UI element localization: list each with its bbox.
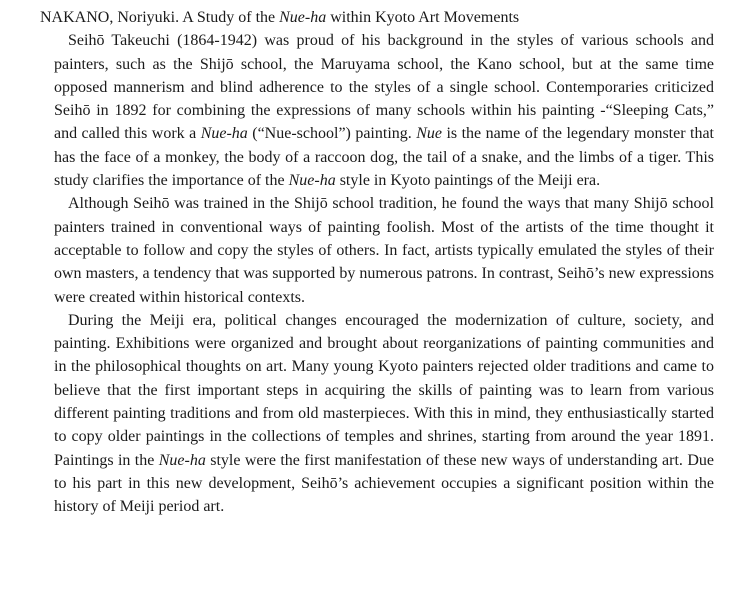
text-run: Seihō Takeuchi (1864-1942) was proud of his background in the styles of various schools and painters, such as the Shijō school, the Maruyama school, the Kano school, but at the same time opposed mannerism and blind adherence to the styles of a single school. Contemporaries criticized Seihō in 1892 for combining the expressions of many schools within his painting -“Sleeping Cats,” and called this work a: [54, 32, 714, 143]
article-body: [54, 29, 714, 518]
italic-term: Nue-ha: [200, 125, 248, 143]
title-text-before: A Study of the: [182, 9, 280, 26]
title-text-after: within Kyoto Art Movements: [326, 9, 520, 26]
body-paragraph: [54, 29, 714, 192]
text-run: style in Kyoto paintings of the Meiji era.: [335, 172, 601, 190]
body-paragraph: [54, 192, 714, 308]
title-italic-term: Nue-ha: [279, 9, 327, 26]
article-heading: [40, 6, 714, 29]
italic-term: Nue-ha: [288, 172, 336, 190]
author-name: NAKANO, Noriyuki.: [40, 9, 180, 26]
text-run: style were the first manifestation of these new ways of understanding art. Due to his part in this new development, Seihō’s achievement occupies a significant position within the history of Meiji period art.: [54, 451, 714, 516]
body-paragraph: [54, 309, 714, 519]
text-run: is the name of the legendary monster that has the face of a monkey, the body of a raccoon dog, the tail of a snake, and the limbs of a tiger. This study clarifies the importance of the: [54, 125, 714, 190]
text-run: (“Nue-school”) painting.: [247, 125, 417, 143]
italic-term: Nue: [416, 125, 442, 143]
italic-term: Nue-ha: [158, 451, 206, 469]
text-run: During the Meiji era, political changes encouraged the modernization of culture, society, and painting. Exhibitions were organized and brought about reorganizations of painting communities and in the philosophical thoughts on art. Many young Kyoto painters rejected older traditions and came to believe that the first important steps in acquiring the skills of painting was to learn from various different painting traditions and from old masterpieces. With this in mind, they enthusiastically started to copy older paintings in the collections of temples and shrines, starting from around the year 1891. Paintings in the: [54, 311, 714, 469]
text-run: Although Seihō was trained in the Shijō school tradition, he found the ways that many Shijō school painters trained in conventional ways of painting foolish. Most of the artists of the time thought it acceptable to follow and copy the styles of others. In fact, artists typically emulated the styles of their own masters, a tendency that was supported by numerous patrons. In contrast, Seihō’s new expressions were created within historical contexts.: [54, 195, 714, 306]
